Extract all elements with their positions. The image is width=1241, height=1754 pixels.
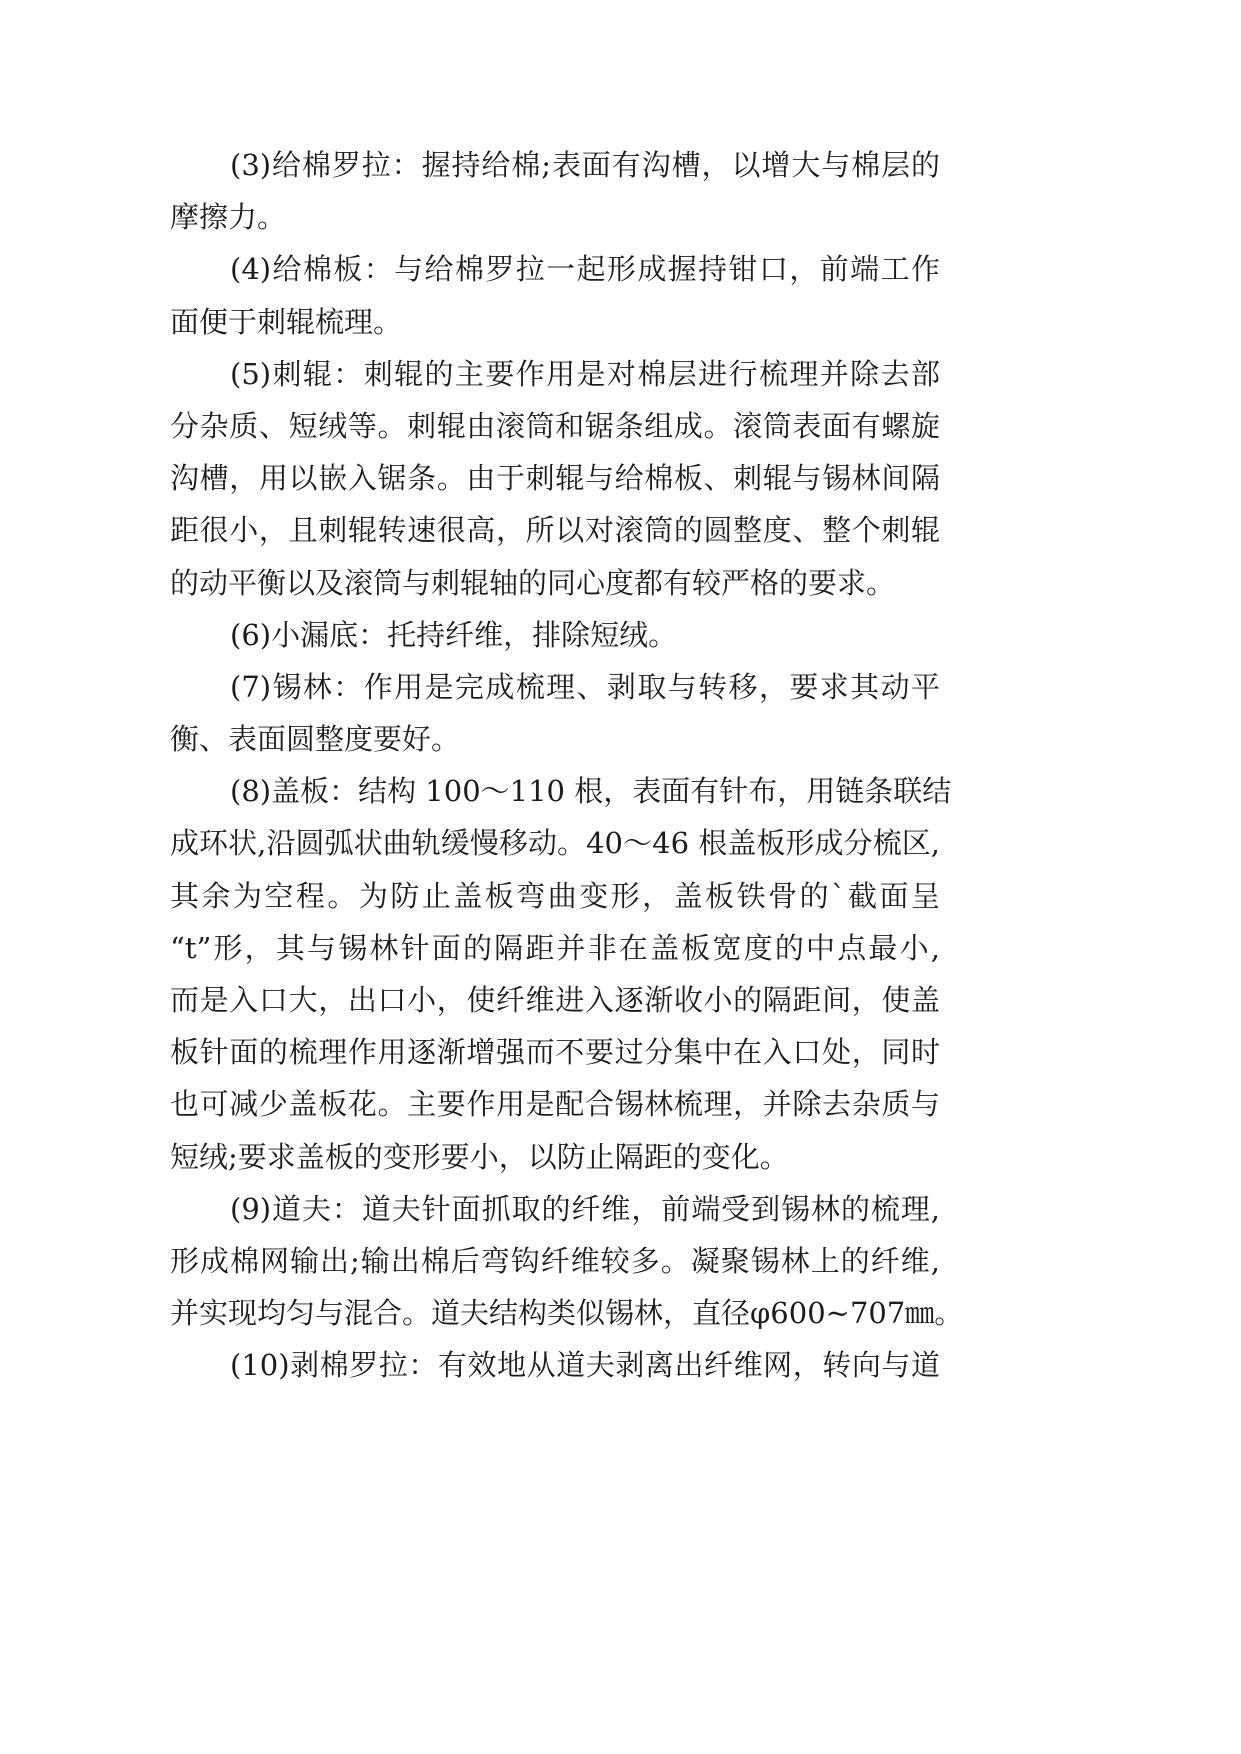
text-line: 沟槽，用以嵌入锯条。由于刺辊与给棉板、刺辊与锡林间隔 xyxy=(170,461,940,496)
text-line: 而是入口大，出口小，使纤维进入逐渐收小的隔距间，使盖 xyxy=(170,983,940,1017)
paragraph-item-9 xyxy=(170,1183,964,1340)
paragraph-item-10 xyxy=(170,1339,940,1391)
text-line: (8)盖板：结构 100～110 根，表面有针布，用链条联结 xyxy=(230,774,952,809)
paragraph-item-7 xyxy=(170,661,940,765)
text-line: (5)刺辊：刺辊的主要作用是对棉层进行梳理并除去部 xyxy=(230,356,940,391)
paragraph-item-4 xyxy=(170,243,940,347)
text-line: 的动平衡以及滚筒与刺辊轴的同心度都有较严格的要求。 xyxy=(170,565,896,600)
text-line: (4)给棉板：与给棉罗拉一起形成握持钳口，前端工作 xyxy=(230,252,940,287)
text-line: 也可减少盖板花。主要作用是配合锡林梳理，并除去杂质与 xyxy=(170,1087,940,1122)
text-line: 衡、表面圆整度要好。 xyxy=(170,722,461,757)
text-line: (10)剥棉罗拉：有效地从道夫剥离出纤维网，转向与道 xyxy=(230,1348,940,1383)
text-line: 摩擦力。 xyxy=(170,200,287,235)
text-line: 分杂质、短绒等。刺辊由滚筒和锯条组成。滚筒表面有螺旋 xyxy=(170,408,940,443)
text-line: 面便于刺辊梳理。 xyxy=(170,304,403,339)
paragraph-item-6 xyxy=(170,609,940,661)
text-line: (9)道夫：道夫针面抓取的纤维，前端受到锡林的梳理, xyxy=(230,1191,940,1226)
text-line: 其余为空程。为防止盖板弯曲变形，盖板铁骨的`截面呈 xyxy=(170,878,940,913)
text-line: (3)给棉罗拉：握持给棉;表面有沟槽，以增大与棉层的 xyxy=(230,148,940,182)
text-line: 板针面的梳理作用逐渐增强而不要过分集中在入口处，同时 xyxy=(170,1035,940,1070)
text-line: 并实现均匀与混合。道夫结构类似锡林，直径φ600~707㎜。 xyxy=(170,1296,964,1331)
text-line: (6)小漏底：托持纤维，排除短绒。 xyxy=(230,617,678,652)
body-text xyxy=(170,139,964,1392)
paragraph-item-5 xyxy=(170,348,940,609)
paragraph-item-8 xyxy=(170,765,952,1183)
text-line: 距很小，且刺辊转速很高，所以对滚筒的圆整度、整个刺辊 xyxy=(170,513,940,548)
text-line: (7)锡林：作用是完成梳理、剥取与转移，要求其动平 xyxy=(230,669,940,704)
text-line: 短绒;要求盖板的变形要小，以防止隔距的变化。 xyxy=(170,1139,789,1174)
paragraph-item-3 xyxy=(170,139,940,243)
text-line: “t”形，其与锡林针面的隔距并非在盖板宽度的中点最小, xyxy=(170,930,940,965)
text-line: 成环状,沿圆弧状曲轨缓慢移动。40～46 根盖板形成分梳区, xyxy=(170,826,940,861)
text-line: 形成棉网输出;输出棉后弯钩纤维较多。凝聚锡林上的纤维, xyxy=(170,1243,940,1278)
